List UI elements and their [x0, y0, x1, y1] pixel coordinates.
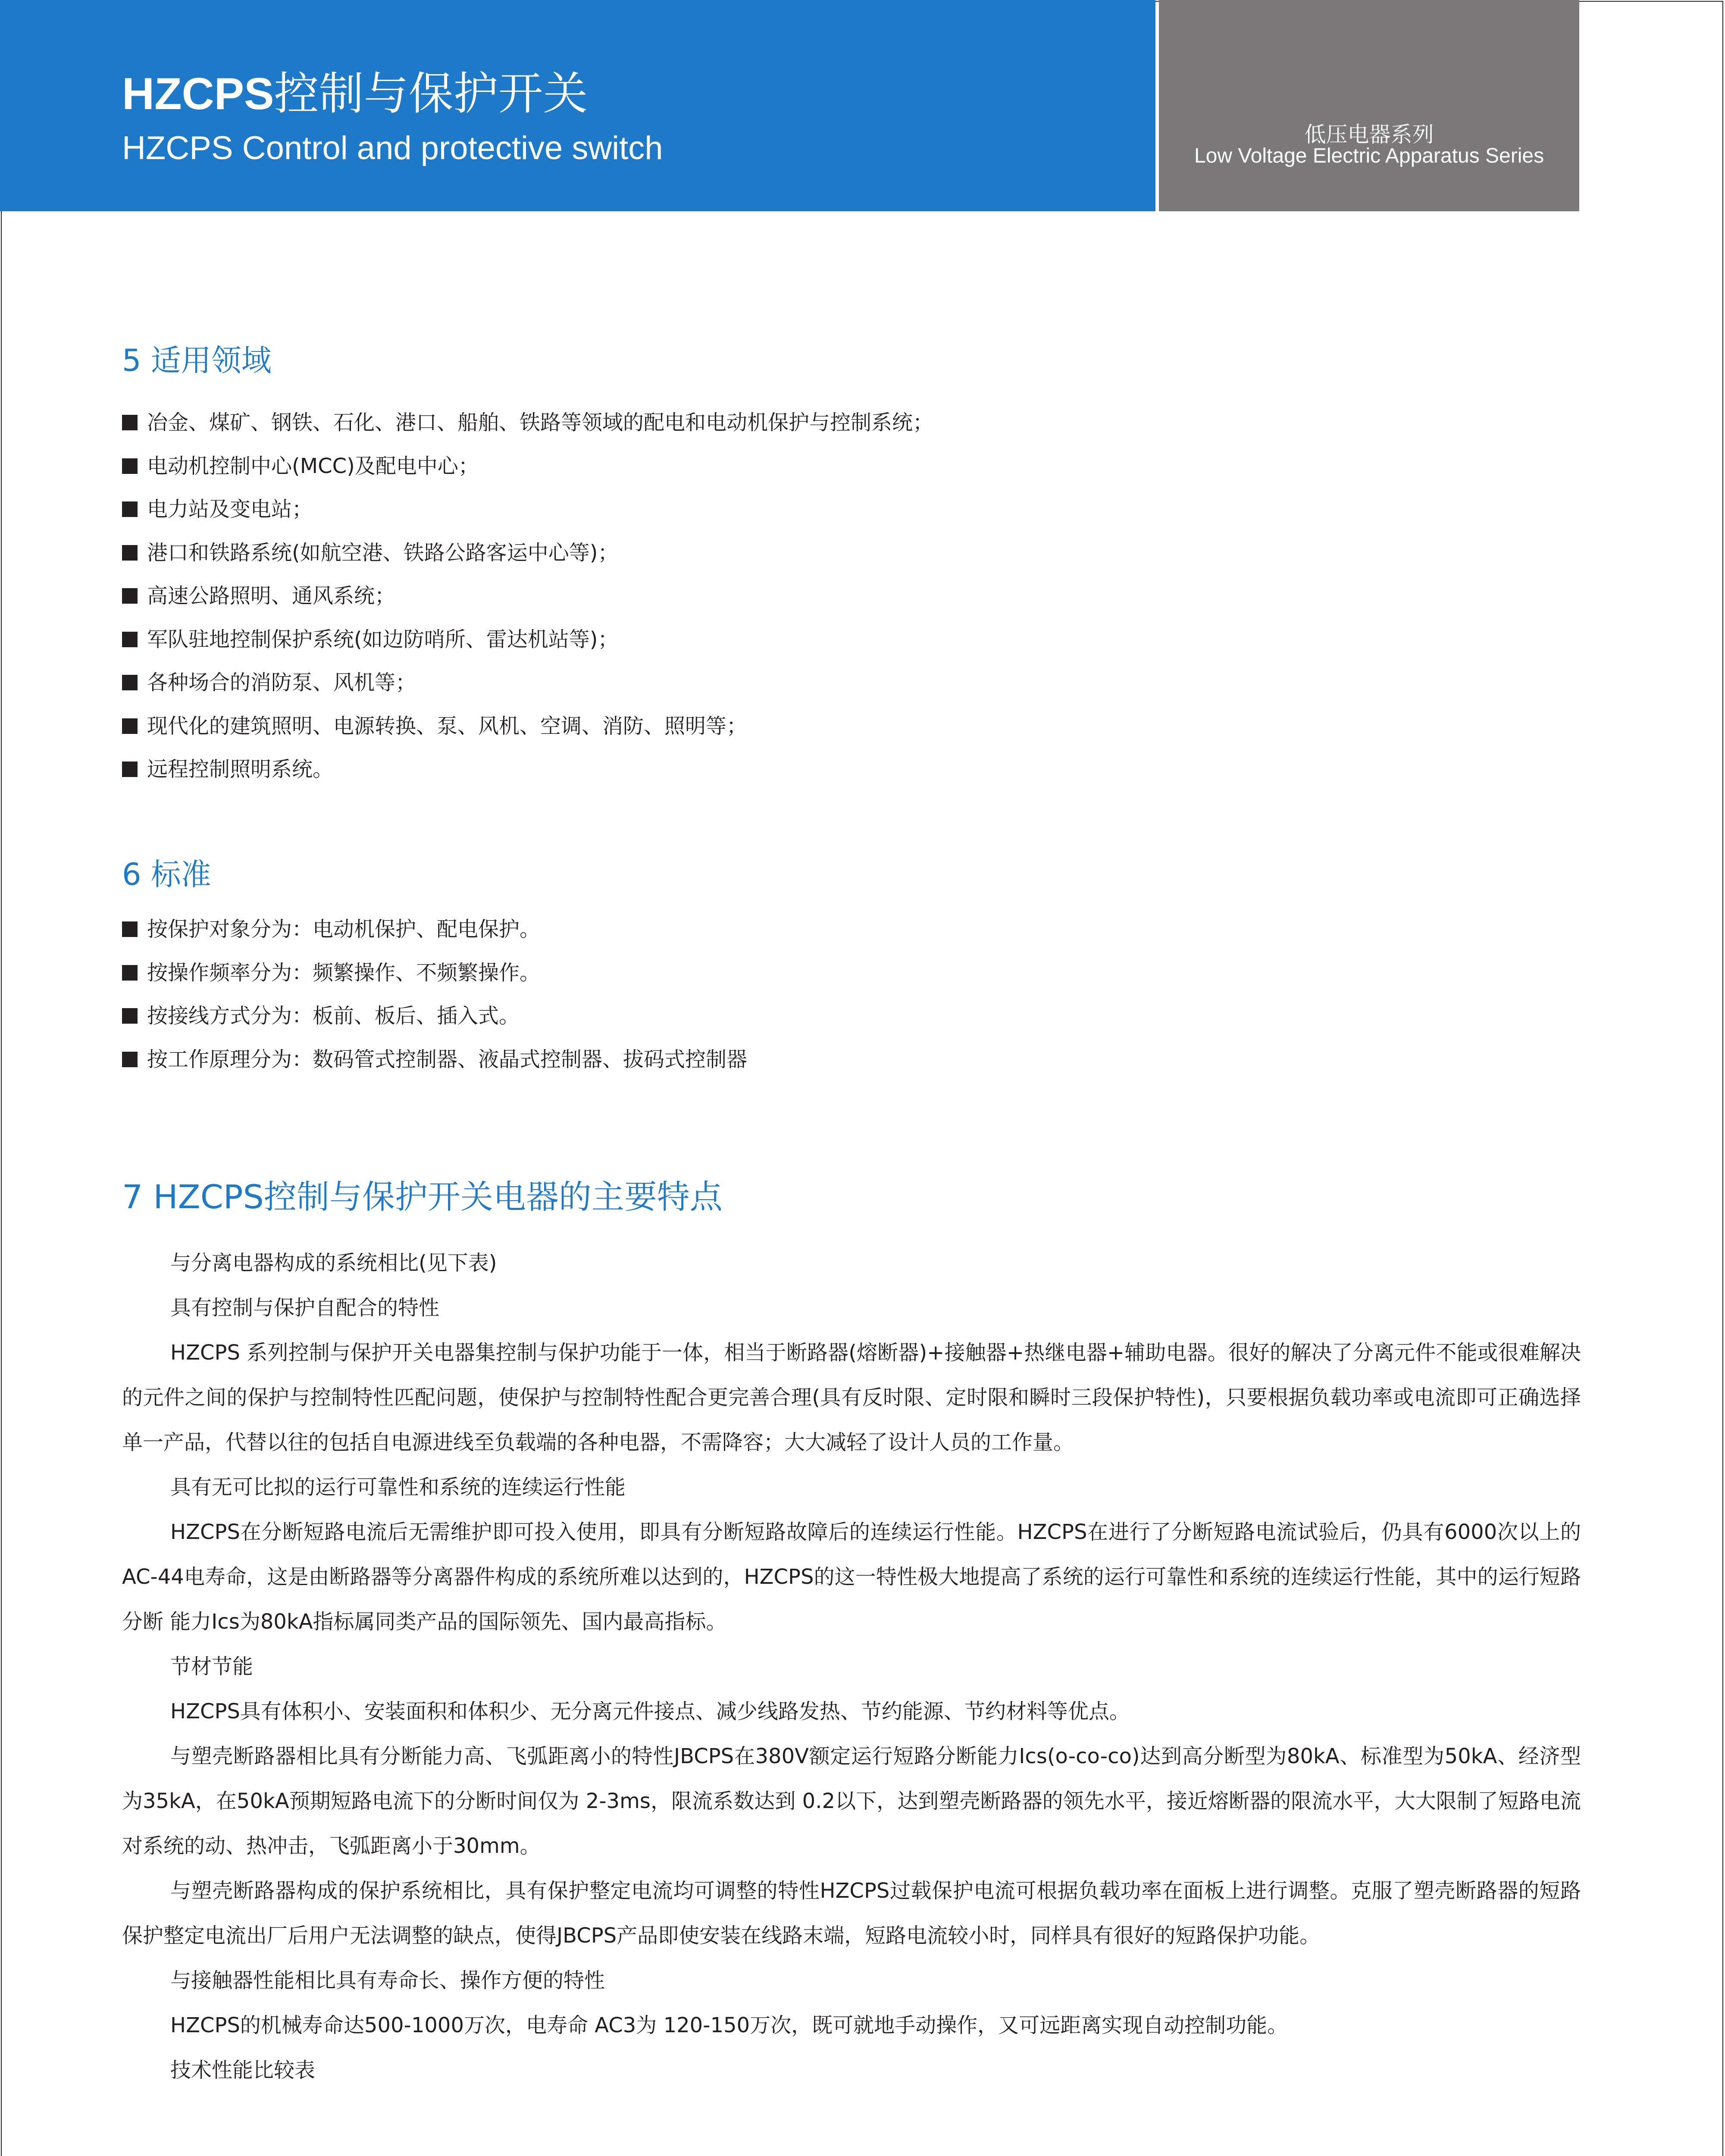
series-label-en: Low Voltage Electric Apparatus Series — [1194, 144, 1544, 167]
paragraph: 节材节能 — [170, 1655, 254, 1679]
list-item: 电力站及变电站； — [122, 488, 933, 531]
section-7-heading: 7 HZCPS控制与保护开关电器的主要特点 — [122, 1178, 723, 1216]
series-banner — [1159, 0, 1579, 211]
page-subtitle: HZCPS Control and protective switch — [122, 130, 663, 166]
paragraph: HZCPS在分断短路电流后无需维护即可投入使用，即具有分断短路故障后的连续运行性能。HZCPS在进行了分断短路电流试验后，仍具有6000次以上的AC-44电寿命，这是由断路器等分离器件构成的系统所难以达到的，HZCPS的这一特性极大地提高了系统的运行可靠性和系统的连续运行性能，其中的运行短路分断 能力Ics为80kA指标属同类产品的国际领先、国内最高指标。 — [122, 1520, 1581, 1634]
paragraph: HZCPS具有体积小、安装面积和体积少、无分离元件接点、减少线路发热、节约能源、节约材料等优点。 — [170, 1699, 1130, 1724]
section-6-list — [122, 908, 747, 1081]
list-item: 港口和铁路系统(如航空港、铁路公路客运中心等)； — [122, 531, 933, 575]
bullet-square-icon — [122, 588, 138, 604]
bullet-square-icon — [122, 921, 138, 937]
paragraph: 与塑壳断路器相比具有分断能力高、飞弧距离小的特性JBCPS在380V额定运行短路分断能力Ics(o-co-co)达到高分断型为80kA、标准型为50kA、经济型为35kA，在50kA预期短路电流下的分断时间仅为 2-3ms，限流系数达到 0.2以下，达到塑壳断路器的领先水平，接近熔断器的限流水平，大大限制了短路电流对系统的动、热冲击，飞弧距离小于30mm。 — [122, 1744, 1581, 1858]
list-item: 电动机控制中心(MCC)及配电中心； — [122, 445, 933, 488]
page-title — [122, 69, 588, 119]
paragraph: 具有无可比拟的运行可靠性和系统的连续运行性能 — [170, 1475, 626, 1499]
paragraph: HZCPS 系列控制与保护开关电器集控制与保护功能于一体，相当于断路器(熔断器)+接触器+热继电器+辅助电器。很好的解决了分离元件不能或很难解决的元件之间的保护与控制特性匹配问题，使保护与控制特性配合更完善合理(具有反时限、定时限和瞬时三段保护特性)，只要根据负载功率或电流即可正确选择单一产品，代替以往的包括自电源进线至负载端的各种电器，不需降容；大大减轻了设计人员的工作量。 — [122, 1341, 1581, 1454]
paragraph: 具有控制与保护自配合的特性 — [170, 1296, 440, 1320]
bullet-square-icon — [122, 761, 138, 777]
list-item: 冶金、煤矿、钢铁、石化、港口、船舶、铁路等领域的配电和电动机保护与控制系统； — [122, 401, 933, 445]
list-item: 高速公路照明、通风系统； — [122, 574, 933, 618]
section-5-heading: 5 适用领域 — [122, 343, 272, 378]
bullet-square-icon — [122, 415, 138, 430]
series-label-cn: 低压电器系列 — [1304, 122, 1434, 147]
paragraph: 与塑壳断路器构成的保护系统相比，具有保护整定电流均可调整的特性HZCPS过载保护电流可根据负载功率在面板上进行调整。克服了塑壳断路器的短路保护整定电流出厂后用户无法调整的缺点，使得JBCPS产品即使安装在线路末端，短路电流较小时，同样具有很好的短路保护功能。 — [122, 1879, 1581, 1948]
paragraph: HZCPS的机械寿命达500-1000万次，电寿命 AC3为 120-150万次，既可就地手动操作，又可远距离实现自动控制功能。 — [170, 2013, 1288, 2037]
list-item: 按接线方式分为：板前、板后、插入式。 — [122, 994, 747, 1038]
list-item: 军队驻地控制保护系统(如边防哨所、雷达机站等)； — [122, 618, 933, 661]
paragraph: 与接触器性能相比具有寿命长、操作方便的特性 — [170, 1968, 605, 1993]
paragraph: 与分离电器构成的系统相比(见下表) — [170, 1251, 497, 1275]
list-item: 现代化的建筑照明、电源转换、泵、风机、空调、消防、照明等； — [122, 705, 933, 748]
list-item: 按工作原理分为：数码管式控制器、液晶式控制器、拔码式控制器 — [122, 1038, 747, 1081]
bullet-square-icon — [122, 545, 138, 561]
page-title-bold: HZCPS — [122, 69, 274, 119]
list-item: 各种场合的消防泵、风机等； — [122, 661, 933, 705]
section-5-list — [122, 401, 933, 791]
page-title-rest: 控制与保护开关 — [274, 67, 588, 120]
list-item: 按操作频率分为：频繁操作、不频繁操作。 — [122, 951, 747, 995]
bullet-square-icon — [122, 501, 138, 517]
bullet-square-icon — [122, 1052, 138, 1067]
bullet-square-icon — [122, 965, 138, 981]
bullet-square-icon — [122, 458, 138, 474]
bullet-square-icon — [122, 718, 138, 734]
bullet-square-icon — [122, 632, 138, 647]
list-item: 按保护对象分为：电动机保护、配电保护。 — [122, 908, 747, 951]
section-7-body — [122, 1241, 1581, 2093]
section-6-heading: 6 标准 — [122, 857, 211, 892]
paragraph: 技术性能比较表 — [170, 2058, 316, 2082]
bullet-square-icon — [122, 675, 138, 690]
bullet-square-icon — [122, 1008, 138, 1024]
list-item: 远程控制照明系统。 — [122, 748, 933, 791]
